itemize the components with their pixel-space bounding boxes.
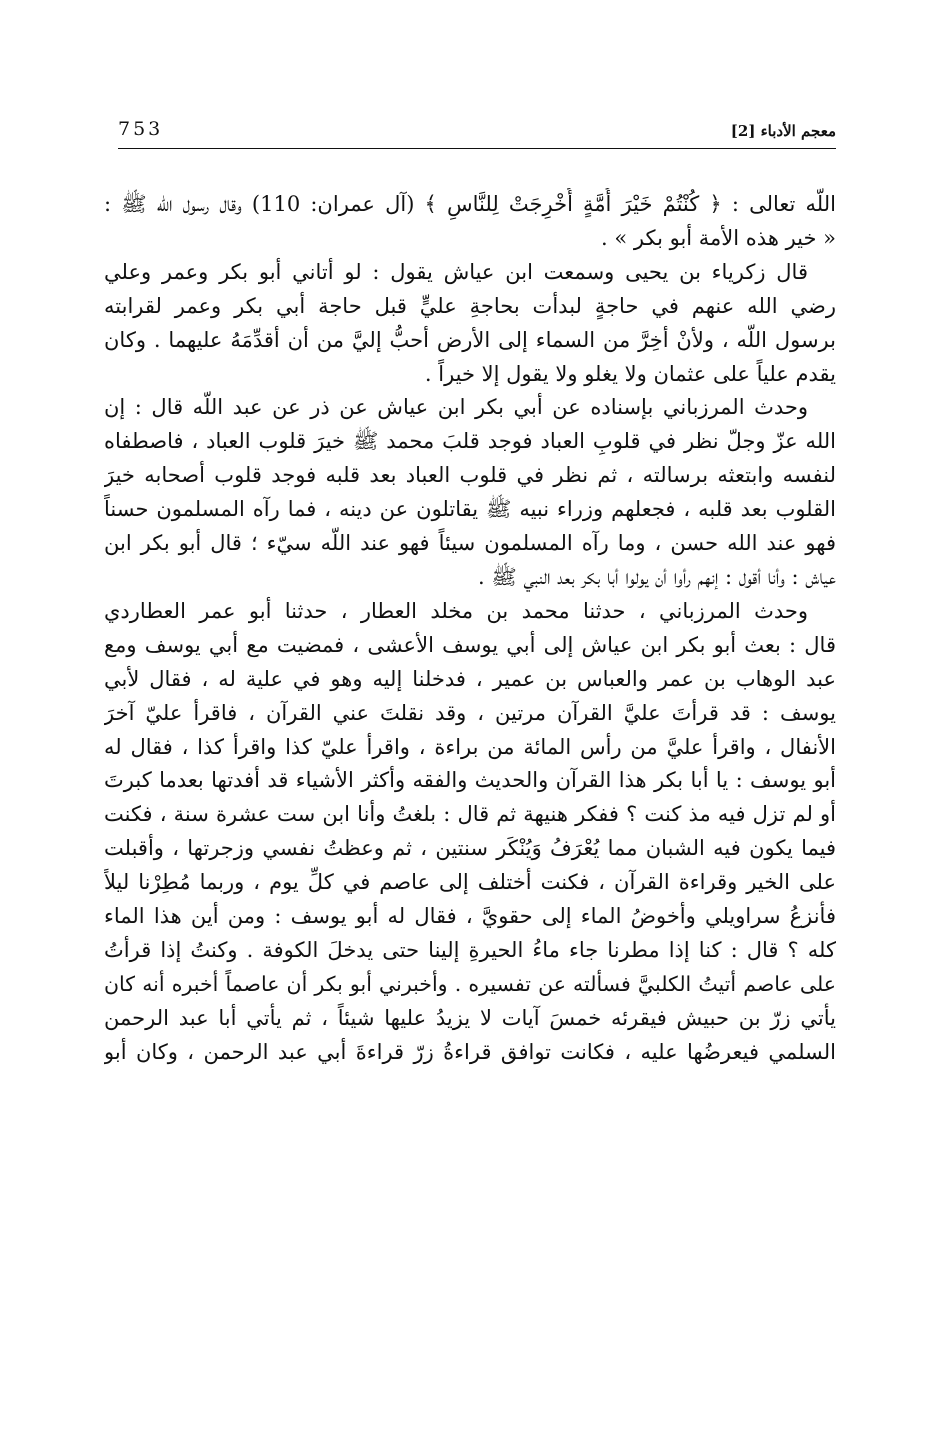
text-line: الأنفال ، واقرأ عليَّ من رأس المائة من براءة ، واقرأ عليّ كذا واقرأ كذا ، فقال له: [104, 734, 836, 759]
text-line: وحدث المرزباني بإسناده عن أبي بكر ابن عياش عن ذر عن عبد اللّه قال : إن: [104, 395, 808, 420]
text-line: يوسف : قد قرأتَ عليَّ القرآن مرتين ، وقد نقلتَ عني القرآن ، فاقرأ عليّ آخرَ: [104, 700, 836, 725]
text-line: رضي الله عنهم في حاجةٍ لبدأت بحاجةِ عليٍّ قبل حاجة أبي بكر وعمر لقرابته: [104, 293, 836, 318]
text-line: أبو يوسف : يا أبا بكر هذا القرآن والحديث والفقه وأكثر الأشياء قد أفدتها بعدما كبرتَ: [104, 768, 836, 793]
text-line: على الخير وقراءة القرآن ، فكنت أختلف إلى عاصم في كلِّ يوم ، وربما مُطِرْنا ليلاً: [104, 870, 836, 895]
text-line: فهو عند الله حسن ، وما رآه المسلمون سيئاً فهو عند اللّه سيّء ؛ قال أبو بكر ابن: [104, 531, 836, 556]
text-line: « خير هذه الأمة أبو بكر » .: [601, 225, 836, 250]
text-line: يقدم علياً على عثمان ولا يغلو ولا يقول إلا خيراً .: [424, 361, 836, 386]
text-line: لنفسه وابتعثه برسالته ، ثم نظر في قلوب العباد بعد قلبه فوجد قلوب أصحابه خيرَ: [104, 463, 836, 488]
text-line: كله ؟ قال : كنا إذا مطرنا جاء ماءُ الحيرةِ إلينا حتى يدخلَ الكوفة . وكنتُ إذا قرأتُ: [104, 937, 836, 962]
text-line: السلمي فيعرضُها عليه ، فكانت توافق قراءةُ زرّ قراءةَ أبي عبد الرحمن ، وكان أبو: [104, 1039, 836, 1064]
running-title: معجم الأدباء [2]: [730, 122, 836, 140]
text-line: يأتي زرّ بن حبيش فيقرئه خمسَ آيات لا يزيدُ عليها شيئاً ، ثم يأتي أبا عبد الرحمن: [104, 1005, 836, 1030]
text-line: فيما يكون فيه الشبان مما يُعْرَفُ وَيُنْكَر سنتين ، ثم وعظتُ نفسي وزجرتها ، وأقبلت: [104, 836, 836, 861]
text-line: وحدث المرزباني ، حدثنا محمد بن مخلد العطار ، حدثنا أبو عمر العطاردي: [104, 598, 808, 623]
text-line: اللّه تعالى : ﴿ كُنْتُمْ خَيْرَ أُمَّةٍ أُخْرِجَتْ لِلنَّاسِ ﴾ (آل عمران: 110) وقال رسول اللّه ﷺ :: [104, 192, 836, 216]
header-rule: [118, 148, 836, 149]
text-line: عبد الوهاب بن عمر والعباس بن عمير ، فدخلنا إليه وهو في علية له ، فقال لأبي: [104, 666, 836, 691]
page-number: 753: [118, 118, 164, 140]
text-line: أو لم تزل فيه مذ كنت ؟ ففكر هنيهة ثم قال : بلغتُ وأنا ابن ست عشرة سنة ، فكنت: [104, 802, 836, 827]
page-header: [118, 118, 836, 154]
body-text: [104, 188, 836, 1070]
text-line: قال : بعث أبو بكر ابن عياش إلى أبي يوسف الأعشى ، فمضيت مع أبي يوسف ومع: [104, 632, 836, 657]
text-line: برسول اللّه ، ولأنْ أخِرَّ من السماء إلى الأرض أحبُّ إليَّ من أن أقدِّمَهُ عليهما . وكان: [104, 327, 836, 352]
text-line: الله عزّ وجلّ نظر في قلوبِ العباد فوجد قلبَ محمد ﷺ خيرَ قلوب العباد ، فاصطفاه: [104, 429, 836, 454]
text-line: قال زكرياء بن يحيى وسمعت ابن عياش يقول : لو أتاني أبو بكر وعمر وعلي: [104, 259, 808, 284]
text-line: القلوب بعد قلبه ، فجعلهم وزراء نبيه ﷺ يقاتلون عن دينه ، فما رآه المسلمون حسناً: [104, 497, 836, 522]
text-line: فأنزعُ سراويلي وأخوضُ الماء إلى حقويَّ ، فقال له أبو يوسف : ومن أين هذا الماء: [104, 904, 836, 929]
text-line: عياش : وأنا أقول : إنهم رأوا أن يولوا أبا بكر بعد النبي ﷺ .: [478, 564, 836, 589]
text-line: على عاصم أتيتُ الكلبيَّ فسألته عن تفسيره . وأخبرني أبو بكر أن عاصماً أخبره أنه كان: [104, 971, 836, 996]
